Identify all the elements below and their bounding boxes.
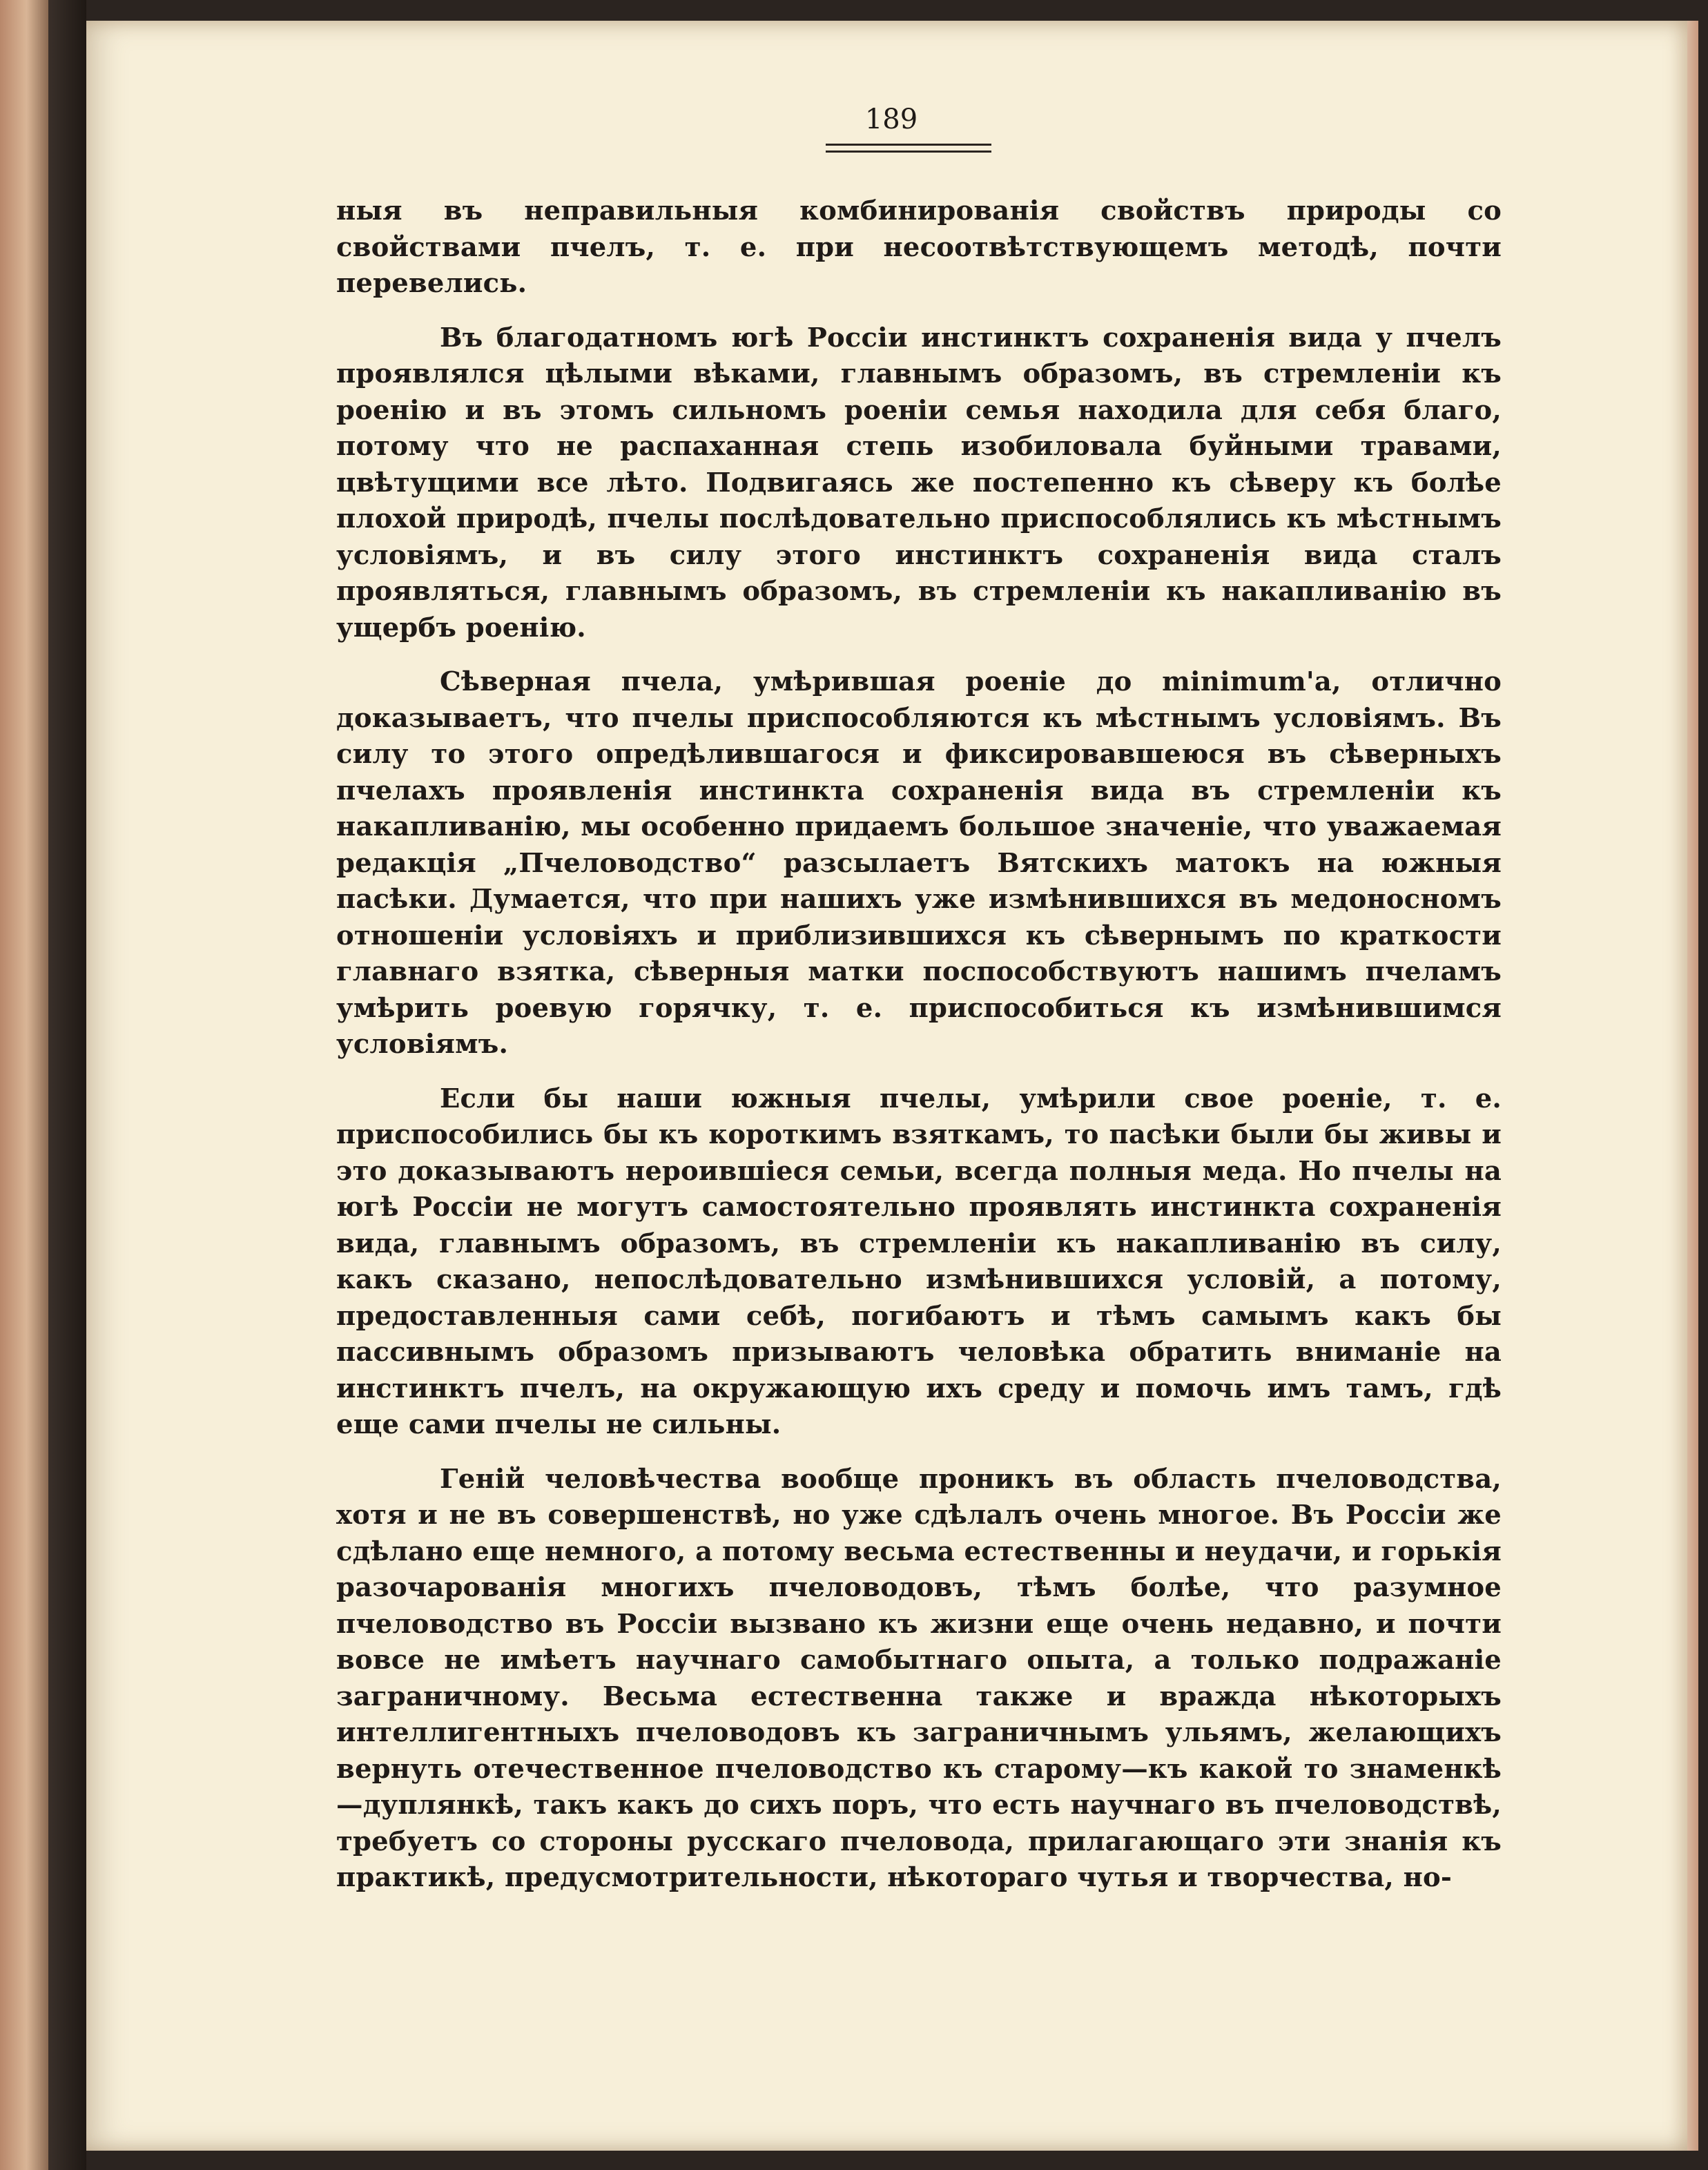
paragraph-1: ныя въ неправильныя комбинированія свойствъ природы со свойствами пчелъ, т. е. при несоотвѣтствующемъ методѣ, почти перевелись. <box>336 195 1502 299</box>
paragraph-5: Геній человѣчества вообще проникъ въ область пчеловодства, хотя и не въ совершенствѣ, но уже сдѣлалъ очень многое. Въ Россіи же сдѣлано еще немного, а потому весьма естественны и неудачи, и горькія разочарованія многихъ пчеловодовъ, тѣмъ болѣе, что разумное пчеловодство въ Россіи вызвано къ жизни еще очень недавно, и почти вовсе не имѣетъ научнаго самобытнаго опыта, а только подражаніе заграничному. Весьма естественна также и вражда нѣкоторыхъ интеллигентныхъ пчеловодовъ къ заграничнымъ ульямъ, желающихъ вернуть отечественное пчеловодство къ старому—къ какой то знаменкѣ—дуплянкѣ, такъ какъ до сихъ поръ, что есть научнаго въ пчеловодствѣ, требуетъ со стороны русскаго пчеловода, прилагающаго эти знанія къ практикѣ, предусмотрительности, нѣкотораго чутья и творчества, но- <box>336 1463 1502 1893</box>
paragraph-4: Если бы наши южныя пчелы, умѣрили свое роеніе, т. е. приспособились бы къ короткимъ взяткамъ, то пасѣки были бы живы и это доказываютъ нероившіеся семьи, всегда полныя меда. Но пчелы на югѣ Россіи не могутъ самостоятельно проявлять инстинкта сохраненія вида, главнымъ образомъ, въ стремленіи къ накапливанію въ силу, какъ сказано, непослѣдовательно измѣнившихся условій, а потому, предоставленныя сами себѣ, погибаютъ и тѣмъ самымъ какъ бы пассивнымъ образомъ призываютъ человѣка обратить вниманіе на инстинктъ пчелъ, на окружающую ихъ среду и помочь имъ тамъ, гдѣ еще сами пчелы не сильны. <box>336 1083 1502 1440</box>
paragraph-2: Въ благодатномъ югѣ Россіи инстинктъ сохраненія вида у пчелъ проявлялся цѣлыми вѣками, главнымъ образомъ, въ стремленіи къ роенію и въ этомъ сильномъ роеніи семья находила для себя благо, потому что не распаханная степь изобиловала буйными травами, цвѣтущими все лѣто. Подвигаясь же постепенно къ сѣверу къ болѣе плохой природѣ, пчелы послѣдовательно приспособлялись къ мѣстнымъ условіямъ, и въ силу этого инстинктъ сохраненія вида сталъ проявляться, главнымъ образомъ, въ стремленіи къ накапливанію въ ущербъ роенію. <box>336 322 1502 643</box>
page-edge-stack <box>1687 21 1698 2151</box>
book-gutter <box>48 0 86 2170</box>
page-number: 189 <box>864 104 918 135</box>
previous-page-edge <box>0 0 48 2170</box>
header-rule-bottom <box>826 151 991 153</box>
body-text <box>336 193 1502 1915</box>
paragraph-3: Сѣверная пчела, умѣрившая роеніе до minimum'а, отлично доказываетъ, что пчелы приспособляются къ мѣстнымъ условіямъ. Въ силу то этого опредѣлившагося и фиксировавшеюся въ сѣверныхъ пчелахъ проявленія инстинкта сохраненія вида въ стремленіи къ накапливанію, мы особенно придаемъ большое значеніе, что уважаемая редакція „Пчеловодство“ разсылаетъ Вятскихъ матокъ на южныя пасѣки. Думается, что при нашихъ уже измѣнившихся въ медоносномъ отношеніи условіяхъ и приблизившихся къ сѣвернымъ по краткости главнаго взятка, сѣверныя матки поспособствуютъ нашимъ пчеламъ умѣрить роевую горячку, т. е. приспособиться къ измѣнившимся условіямъ. <box>336 666 1502 1060</box>
header-rule-top <box>826 144 991 146</box>
